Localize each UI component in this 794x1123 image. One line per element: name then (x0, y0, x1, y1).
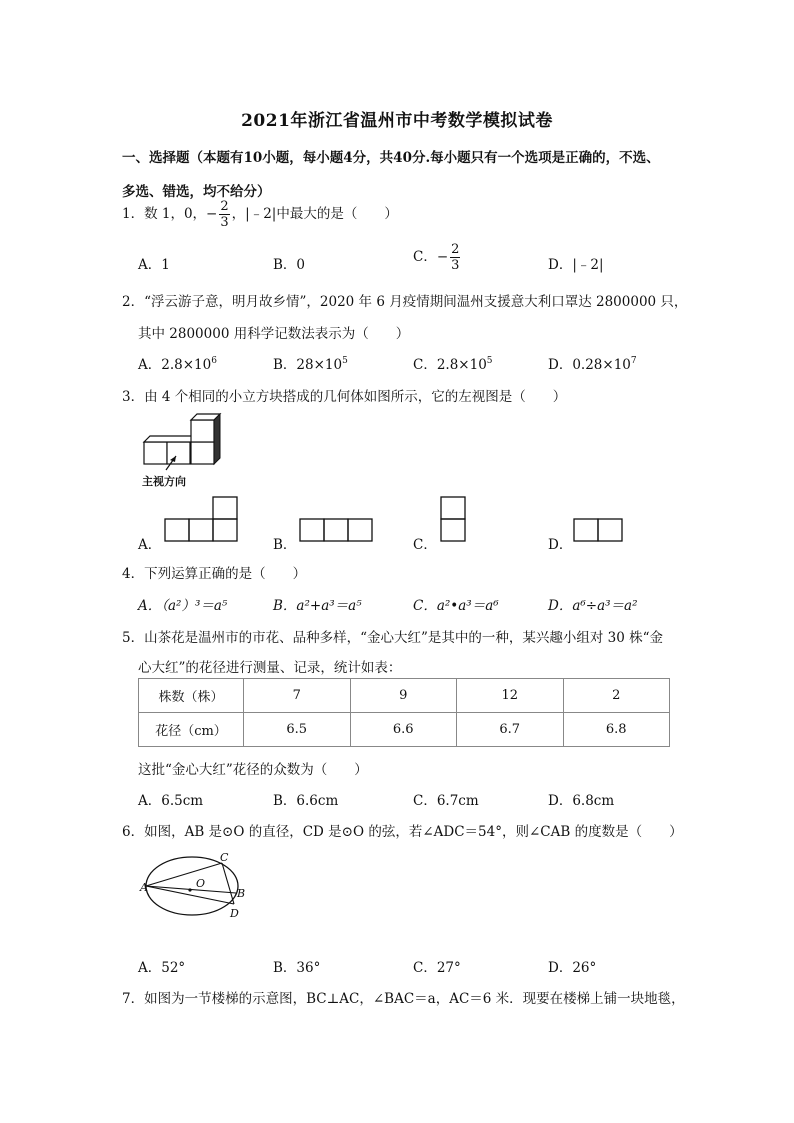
option-a: A．1 (138, 257, 170, 273)
option-a: A． (138, 537, 162, 553)
point-label: A (140, 881, 148, 894)
question-4-stem: 4．下列运算正确的是（ ） (122, 566, 307, 582)
point-label: D (230, 907, 239, 920)
question-5-options (138, 789, 698, 813)
question-7-line1: 7．如图为一节楼梯的示意图，BC⊥AC，∠BAC＝a，AC＝6 米．现要在楼梯上铺一块地毯， (122, 991, 685, 1007)
view-option-d-figure (572, 517, 626, 543)
table-cell: 6.7 (457, 713, 564, 747)
section-heading-line2: 多选、错选，均不给分） (122, 184, 271, 200)
question-2-options (138, 353, 698, 377)
option-d: D．26° (548, 960, 597, 976)
table-cell: 花径（cm） (139, 713, 244, 747)
question-3-stem: 3．由 4 个相同的小立方块搭成的几何体如图所示，它的左视图是（ ） (122, 389, 567, 405)
option-a: A．（a²）³＝a⁵ (138, 598, 228, 614)
circle-figure (140, 852, 250, 922)
question-2-line1: 2．“浮云游子意，明月故乡情”，2020 年 6 月疫情期间温州支援意大利口罩达 2800000 只， (122, 294, 688, 310)
option-a: A．$2.8\times 10^6$ (138, 356, 217, 373)
option-c: C．27° (413, 960, 461, 976)
table-cell: 7 (244, 679, 351, 713)
point-label: O (196, 877, 206, 890)
table-cell: 6.5 (244, 713, 351, 747)
option-c: C．a²•a³＝a⁶ (413, 598, 499, 614)
table-cell: 株数（株） (139, 679, 244, 713)
option-a: A．6.5cm (138, 793, 204, 809)
figure-caption: 主视方向 (142, 475, 186, 488)
point-label: B (237, 887, 246, 900)
option-c: C．− $\frac{2}{3}$ (413, 242, 460, 273)
question-6-options (138, 956, 698, 980)
question-6-stem: 6．如图，AB 是⊙O 的直径，CD 是⊙O 的弦，若∠ADC＝54°，则∠CAB 的度数是（ ） (122, 824, 683, 840)
flower-stats-table (138, 678, 670, 747)
table-row (139, 713, 670, 747)
table-cell: 6.8 (563, 713, 670, 747)
option-b: B．a²+a³＝a⁵ (273, 598, 362, 614)
option-d: D．|﹣2| (548, 257, 604, 273)
table-cell: 9 (350, 679, 457, 713)
question-1-options (138, 242, 698, 277)
option-d: D．$0.28\times 10^7$ (548, 356, 637, 373)
question-4-options (138, 594, 698, 618)
cube-solid-figure (140, 412, 240, 490)
table-row (139, 679, 670, 713)
question-5-question: 这批“金心大红”花径的众数为（ ） (138, 762, 368, 778)
question-5-line1: 5．山茶花是温州市的市花、品种多样，“金心大红”是其中的一种，某兴趣小组对 30 株“金 (122, 630, 664, 646)
option-d: D． (548, 537, 573, 553)
table-cell: 2 (563, 679, 670, 713)
option-d: D．6.8cm (548, 793, 615, 809)
option-d: D．a⁶÷a³＝a² (548, 598, 638, 614)
option-b: B． (273, 537, 297, 553)
page-title: 2021年浙江省温州市中考数学模拟试卷 (241, 111, 553, 131)
view-option-b-figure (298, 517, 376, 543)
table-cell: 6.6 (350, 713, 457, 747)
question-2-line2: 其中 2800000 用科学记数法表示为（ ） (138, 326, 410, 342)
view-option-c-figure (438, 495, 468, 545)
point-label: C (220, 851, 229, 864)
table-cell: 12 (457, 679, 564, 713)
option-b: B．6.6cm (273, 793, 339, 809)
option-b: B．0 (273, 257, 306, 273)
question-1-stem: 1．数 1，0，− $\frac{2}{3}$ ，|﹣2|中最大的是（ ） (122, 199, 398, 230)
option-c: C．$2.8\times 10^5$ (413, 356, 493, 373)
fraction: $\frac{2}{3}$ (220, 199, 229, 230)
question-5-line2: 心大红”的花径进行测量、记录，统计如表： (138, 660, 402, 676)
view-option-a-figure (162, 495, 242, 545)
option-c: C． (413, 537, 437, 553)
option-c: C．6.7cm (413, 793, 479, 809)
option-a: A．52° (138, 960, 186, 976)
option-b: B．36° (273, 960, 321, 976)
option-b: B．$28\times 10^5$ (273, 356, 348, 373)
section-heading-line1: 一、选择题（本题有10小题，每小题4分，共40分.每小题只有一个选项是正确的，不选、 (122, 150, 660, 166)
